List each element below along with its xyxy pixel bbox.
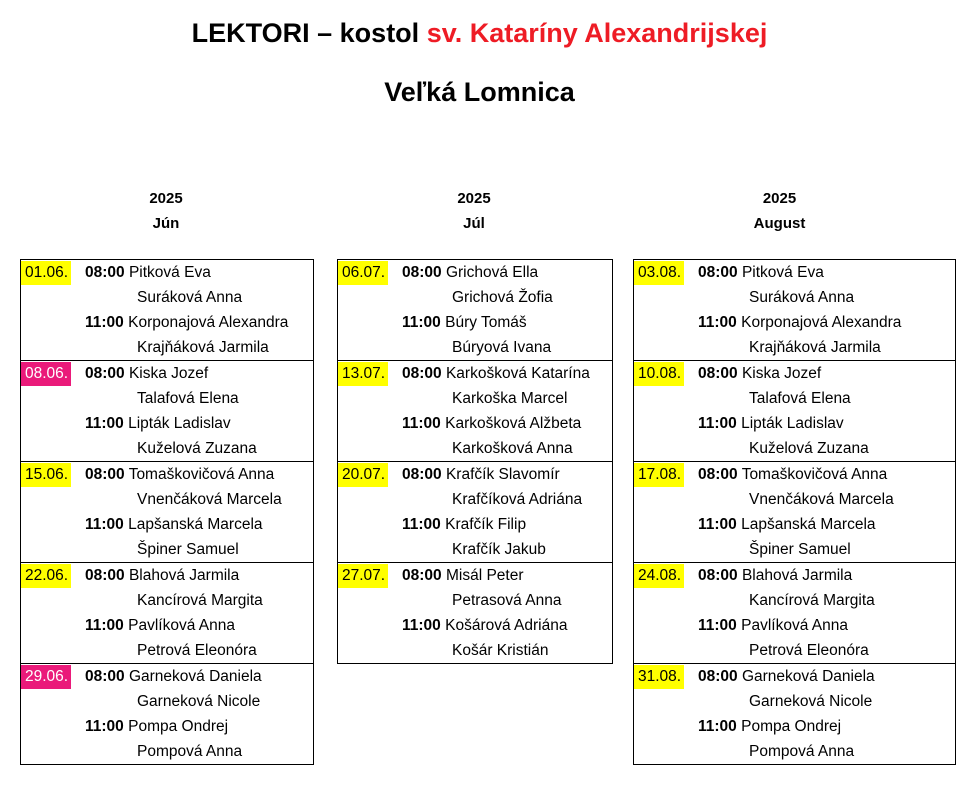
reader-name: Lipták Ladislav	[128, 415, 231, 432]
reader-name: Krafčík Filip	[445, 516, 527, 533]
reader-name: Lapšanská Marcela	[128, 516, 263, 533]
schedule-table	[337, 259, 613, 664]
date-block	[21, 361, 313, 462]
reader-line	[137, 588, 263, 613]
mass-time: 08:00	[402, 466, 442, 483]
reader-line	[749, 487, 894, 512]
date-label: 06.07.	[338, 261, 388, 285]
reader-line	[137, 638, 257, 663]
date-label: 08.06.	[21, 362, 71, 386]
reader-name: Karkoška Marcel	[452, 390, 568, 407]
reader-name: Suráková Anna	[137, 289, 243, 306]
reader-line	[137, 487, 282, 512]
date-block	[338, 260, 612, 361]
reader-line	[698, 260, 824, 285]
reader-name: Talafová Elena	[749, 390, 851, 407]
reader-line	[698, 411, 844, 436]
reader-name: Petrová Eleonóra	[749, 642, 869, 659]
date-block	[634, 664, 955, 765]
mass-time: 11:00	[85, 516, 124, 533]
reader-name: Pompa Ondrej	[741, 718, 842, 735]
reader-line	[749, 588, 875, 613]
reader-line	[452, 487, 582, 512]
date-label: 01.06.	[21, 261, 71, 285]
date-block	[21, 462, 313, 563]
mass-time: 08:00	[85, 466, 125, 483]
reader-line	[452, 386, 567, 411]
date-block	[634, 260, 955, 361]
reader-line	[452, 537, 546, 562]
date-block	[338, 361, 612, 462]
reader-line	[698, 664, 875, 689]
reader-name: Garneková Nicole	[137, 693, 261, 710]
reader-name: Kiska Jozef	[128, 365, 209, 382]
reader-line	[402, 411, 581, 436]
reader-line	[85, 613, 235, 638]
mass-time: 11:00	[698, 718, 737, 735]
reader-line	[402, 512, 526, 537]
reader-name: Špiner Samuel	[137, 541, 239, 558]
reader-name: Košárová Adriána	[445, 617, 568, 634]
reader-name: Lapšanská Marcela	[741, 516, 876, 533]
mass-time: 11:00	[698, 516, 737, 533]
reader-name: Petrová Eleonóra	[137, 642, 257, 659]
month-year: 2025	[762, 190, 797, 207]
mass-time: 11:00	[85, 415, 124, 432]
reader-line	[452, 335, 551, 360]
reader-line	[698, 563, 852, 588]
date-block	[21, 563, 313, 664]
reader-name: Talafová Elena	[137, 390, 239, 407]
reader-name: Vnenčáková Marcela	[749, 491, 894, 508]
reader-name: Pompová Anna	[749, 743, 855, 760]
reader-line	[452, 285, 553, 310]
date-block	[338, 462, 612, 563]
reader-name: Tomaškovičová Anna	[741, 466, 888, 483]
date-block	[21, 260, 313, 361]
reader-name: Garneková Daniela	[128, 668, 262, 685]
date-block	[634, 563, 955, 664]
reader-line	[402, 563, 524, 588]
reader-name: Pitková Eva	[741, 264, 824, 281]
reader-line	[402, 260, 538, 285]
reader-line	[85, 361, 208, 386]
reader-name: Krafčík Jakub	[452, 541, 546, 558]
reader-name: Krafčík Slavomír	[445, 466, 560, 483]
mass-time: 11:00	[402, 314, 441, 331]
reader-name: Garneková Daniela	[741, 668, 875, 685]
date-label: 20.07.	[338, 463, 388, 487]
reader-line	[137, 537, 239, 562]
reader-name: Misál Peter	[445, 567, 524, 584]
reader-line	[402, 462, 560, 487]
reader-line	[85, 714, 228, 739]
reader-name: Korponajová Alexandra	[128, 314, 289, 331]
reader-line	[137, 285, 242, 310]
reader-name: Kancírová Margita	[749, 592, 875, 609]
reader-name: Grichová Ella	[445, 264, 539, 281]
month-column	[20, 186, 312, 760]
reader-line	[85, 664, 262, 689]
reader-name: Búryová Ivana	[452, 339, 552, 356]
month-name: Júl	[463, 215, 485, 232]
mass-time: 11:00	[698, 415, 737, 432]
date-block	[338, 563, 612, 664]
reader-name: Karkošková Anna	[452, 440, 573, 457]
reader-line	[85, 563, 239, 588]
date-label: 27.07.	[338, 564, 388, 588]
date-label: 13.07.	[338, 362, 388, 386]
reader-line	[402, 361, 590, 386]
reader-line	[749, 386, 851, 411]
mass-time: 08:00	[402, 365, 442, 382]
title-part-1: LEKTORI – kostol	[191, 18, 427, 48]
date-label: 15.06.	[21, 463, 71, 487]
mass-time: 08:00	[85, 668, 125, 685]
reader-name: Pompa Ondrej	[128, 718, 229, 735]
date-block	[634, 361, 955, 462]
reader-line	[85, 411, 231, 436]
title-part-2: sv. Kataríny Alexandrijskej	[426, 18, 768, 48]
reader-name: Suráková Anna	[749, 289, 855, 306]
reader-name: Korponajová Alexandra	[741, 314, 902, 331]
month-column	[633, 186, 926, 760]
mass-time: 08:00	[85, 264, 125, 281]
reader-line	[85, 310, 288, 335]
date-label: 10.08.	[634, 362, 684, 386]
page-subtitle: Veľká Lomnica	[384, 77, 575, 107]
reader-name: Pitková Eva	[128, 264, 211, 281]
date-label: 03.08.	[634, 261, 684, 285]
reader-line	[749, 436, 869, 461]
mass-time: 08:00	[698, 668, 738, 685]
mass-time: 08:00	[85, 365, 125, 382]
reader-line	[452, 638, 548, 663]
schedule-table	[633, 259, 956, 765]
reader-line	[85, 260, 211, 285]
month-column	[337, 186, 611, 659]
reader-line	[749, 537, 851, 562]
month-name: August	[753, 215, 806, 232]
reader-line	[452, 436, 573, 461]
reader-line	[749, 689, 872, 714]
reader-name: Pavlíková Anna	[128, 617, 235, 634]
reader-name: Pavlíková Anna	[741, 617, 848, 634]
reader-line	[137, 386, 239, 411]
reader-name: Karkošková Alžbeta	[445, 415, 582, 432]
reader-line	[749, 739, 854, 764]
reader-line	[137, 335, 269, 360]
mass-time: 08:00	[698, 365, 738, 382]
reader-name: Karkošková Katarína	[445, 365, 590, 382]
reader-name: Blahová Jarmila	[128, 567, 240, 584]
reader-line	[698, 462, 887, 487]
mass-time: 11:00	[402, 617, 441, 634]
reader-name: Tomaškovičová Anna	[128, 466, 275, 483]
reader-name: Kuželová Zuzana	[749, 440, 869, 457]
date-block	[21, 664, 313, 765]
date-label: 17.08.	[634, 463, 684, 487]
mass-time: 08:00	[402, 567, 442, 584]
reader-name: Krafčíková Adriána	[452, 491, 583, 508]
reader-line	[85, 512, 263, 537]
mass-time: 11:00	[85, 314, 124, 331]
mass-time: 08:00	[402, 264, 442, 281]
date-label: 24.08.	[634, 564, 684, 588]
reader-name: Garneková Nicole	[749, 693, 873, 710]
reader-line	[137, 739, 242, 764]
month-name: Jún	[152, 215, 180, 232]
reader-line	[452, 588, 561, 613]
mass-time: 08:00	[698, 466, 738, 483]
mass-time: 08:00	[85, 567, 125, 584]
reader-line	[137, 436, 257, 461]
reader-line	[402, 613, 567, 638]
reader-line	[698, 310, 901, 335]
reader-name: Košár Kristián	[452, 642, 549, 659]
reader-name: Špiner Samuel	[749, 541, 851, 558]
reader-name: Búry Tomáš	[445, 314, 527, 331]
reader-line	[698, 714, 841, 739]
reader-name: Krajňáková Jarmila	[137, 339, 269, 356]
reader-line	[698, 613, 848, 638]
date-label: 31.08.	[634, 665, 684, 689]
mass-time: 11:00	[698, 617, 737, 634]
reader-name: Pompová Anna	[137, 743, 243, 760]
mass-time: 08:00	[698, 567, 738, 584]
reader-name: Vnenčáková Marcela	[137, 491, 282, 508]
reader-line	[749, 335, 881, 360]
reader-name: Petrasová Anna	[452, 592, 562, 609]
reader-name: Kuželová Zuzana	[137, 440, 257, 457]
reader-line	[698, 512, 876, 537]
date-block	[634, 462, 955, 563]
reader-line	[698, 361, 821, 386]
mass-time: 11:00	[402, 415, 441, 432]
month-year: 2025	[149, 190, 183, 207]
reader-name: Grichová Žofia	[452, 289, 553, 306]
reader-line	[137, 689, 260, 714]
date-label: 22.06.	[21, 564, 71, 588]
mass-time: 11:00	[402, 516, 441, 533]
reader-name: Blahová Jarmila	[741, 567, 853, 584]
mass-time: 11:00	[85, 617, 124, 634]
reader-name: Kancírová Margita	[137, 592, 263, 609]
reader-line	[749, 285, 854, 310]
page-title	[0, 15, 959, 51]
reader-line	[402, 310, 527, 335]
reader-name: Krajňáková Jarmila	[749, 339, 881, 356]
date-label: 29.06.	[21, 665, 71, 689]
schedule-table	[20, 259, 314, 765]
mass-time: 08:00	[698, 264, 738, 281]
mass-time: 11:00	[698, 314, 737, 331]
reader-line	[749, 638, 869, 663]
month-year: 2025	[457, 190, 491, 207]
mass-time: 11:00	[85, 718, 124, 735]
reader-name: Kiska Jozef	[741, 365, 822, 382]
reader-line	[85, 462, 274, 487]
reader-name: Lipták Ladislav	[741, 415, 844, 432]
